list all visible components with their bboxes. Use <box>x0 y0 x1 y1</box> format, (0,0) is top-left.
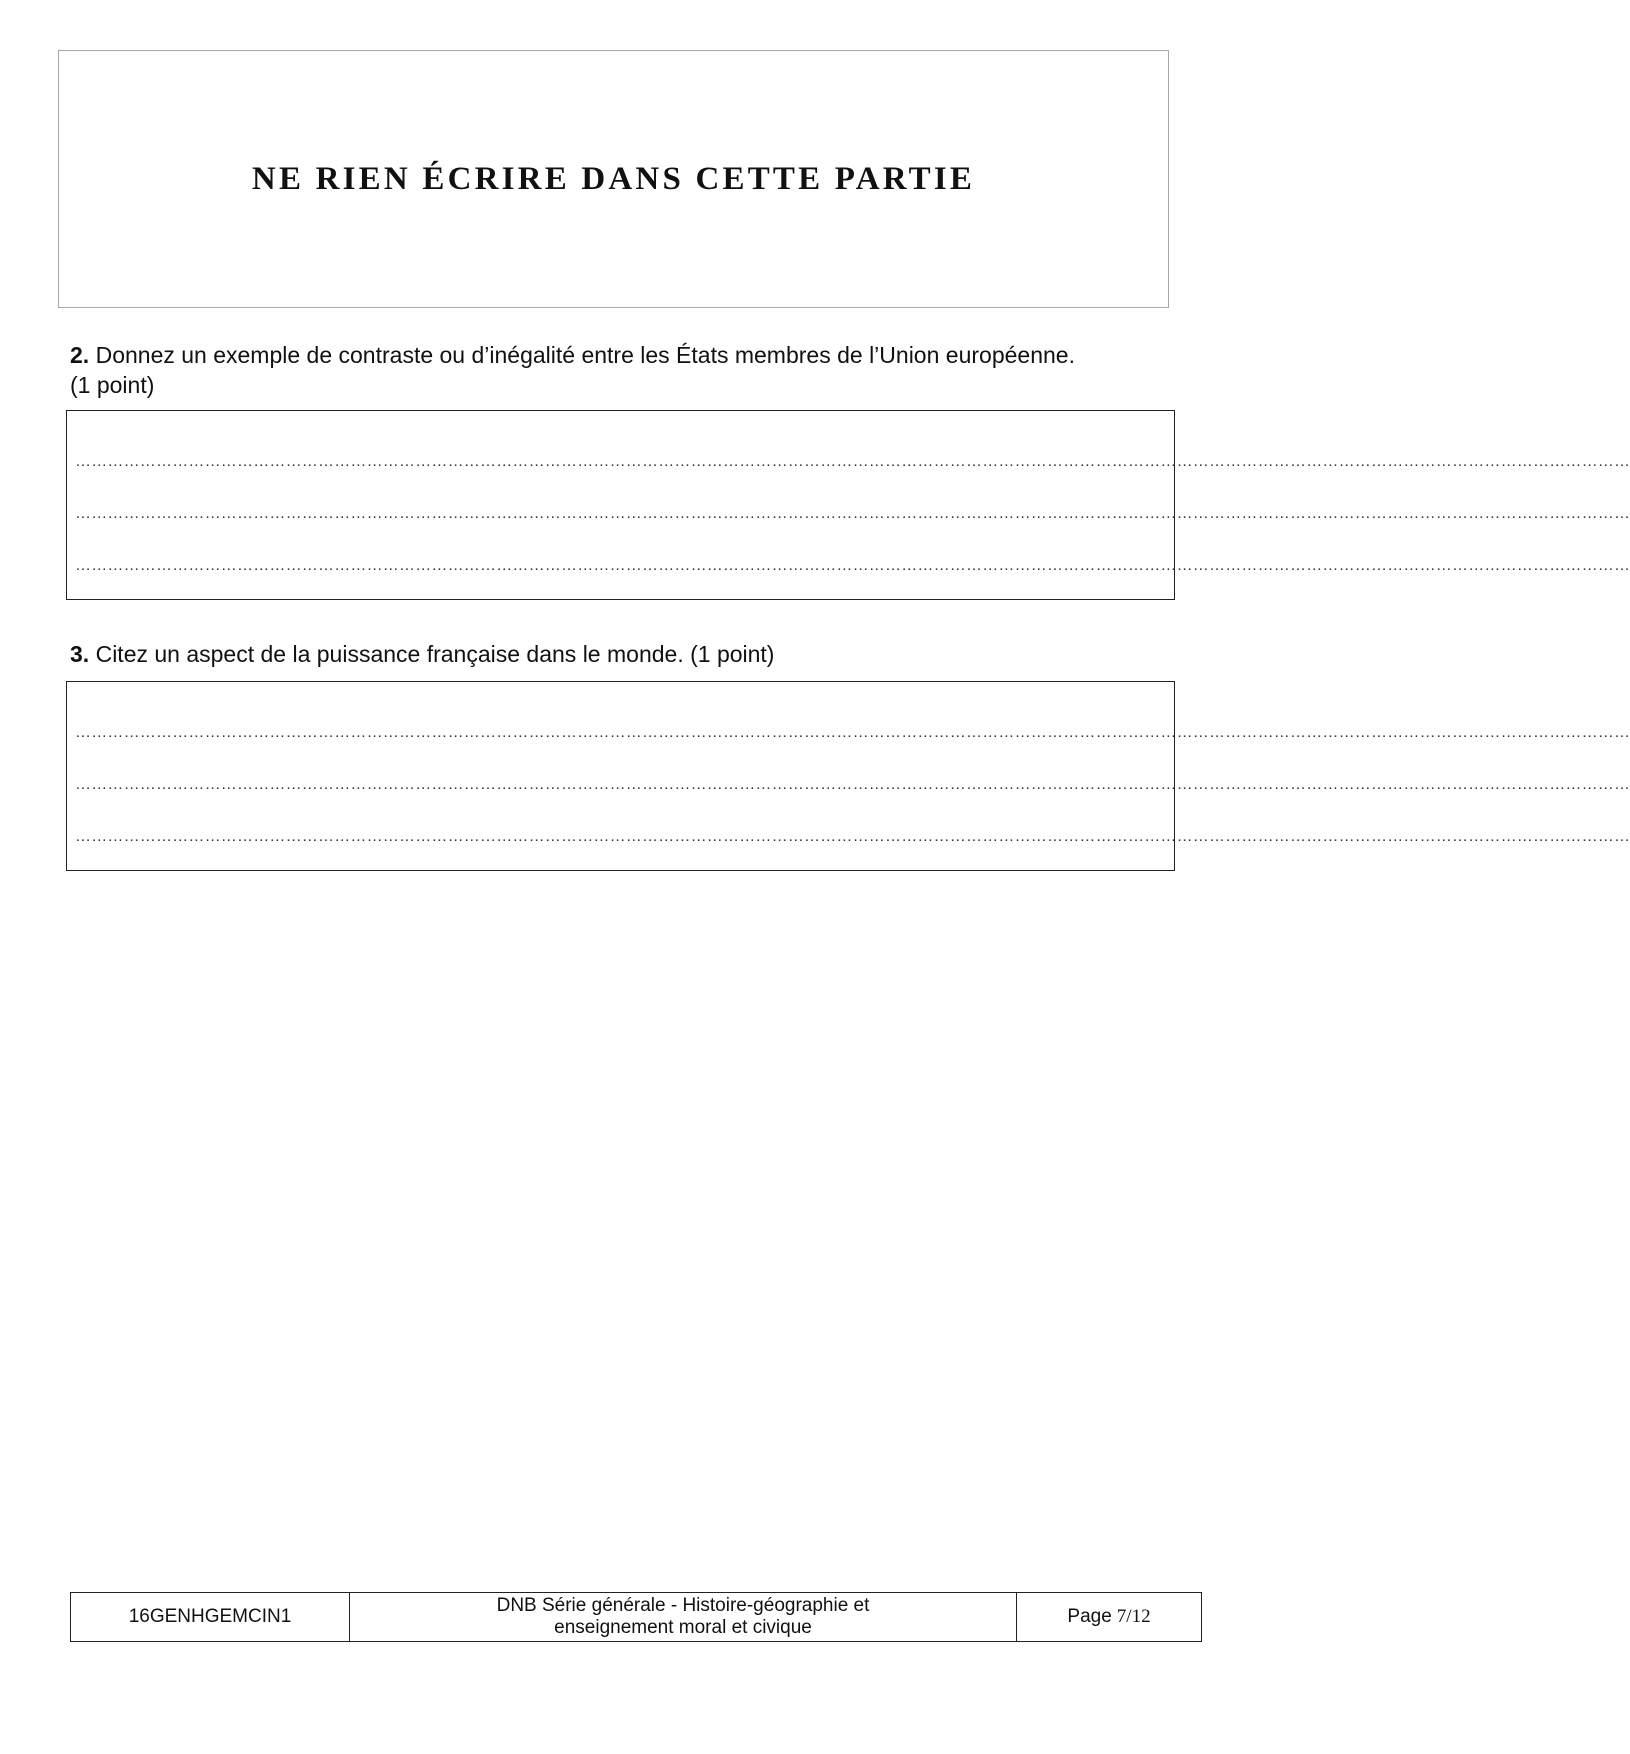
exam-code: 16GENHGEMCIN1 <box>71 1593 350 1641</box>
banner-text: NE RIEN ÉCRIRE DANS CETTE PARTIE <box>251 160 976 197</box>
answer-line[interactable]: ……………………………………………………………………………………………………………………………………………………………………………………………………………………………………………………………… <box>75 724 1630 741</box>
page-label: Page <box>1067 1606 1112 1627</box>
answer-line[interactable]: ……………………………………………………………………………………………………………………………………………………………………………………………………………………………………………………………… <box>75 776 1630 793</box>
question-text: Citez un aspect de la puissance française dans le monde. (1 point) <box>95 641 775 667</box>
exam-title-line-1: DNB Série générale - Histoire-géographie et <box>496 1595 870 1616</box>
page-number: 7/12 <box>1116 1606 1151 1627</box>
answer-box-question-2[interactable] <box>66 410 1630 600</box>
page-indicator <box>1017 1593 1201 1641</box>
answer-line[interactable]: ……………………………………………………………………………………………………………………………………………………………………………………………………………………………………………………………… <box>75 828 1630 845</box>
exam-title-line-2: enseignement moral et civique <box>554 1617 812 1638</box>
answer-box-question-3[interactable] <box>66 681 1630 871</box>
exam-title <box>350 1593 1017 1641</box>
do-not-write-banner <box>58 50 1169 308</box>
question-text: Donnez un exemple de contraste ou d’inégalité entre les États membres de l’Union européenne. <box>95 342 1075 368</box>
answer-line[interactable]: ……………………………………………………………………………………………………………………………………………………………………………………………………………………………………………………………… <box>75 505 1630 522</box>
page-footer <box>70 1592 1202 1642</box>
question-3 <box>70 639 1190 669</box>
answer-line[interactable]: ……………………………………………………………………………………………………………………………………………………………………………………………………………………………………………………………… <box>75 557 1630 574</box>
question-number: 3. <box>70 641 90 667</box>
answer-line[interactable]: ……………………………………………………………………………………………………………………………………………………………………………………………………………………………………………………………… <box>75 453 1630 470</box>
question-points: (1 point) <box>70 372 155 398</box>
question-number: 2. <box>70 342 90 368</box>
question-2 <box>70 340 1190 400</box>
